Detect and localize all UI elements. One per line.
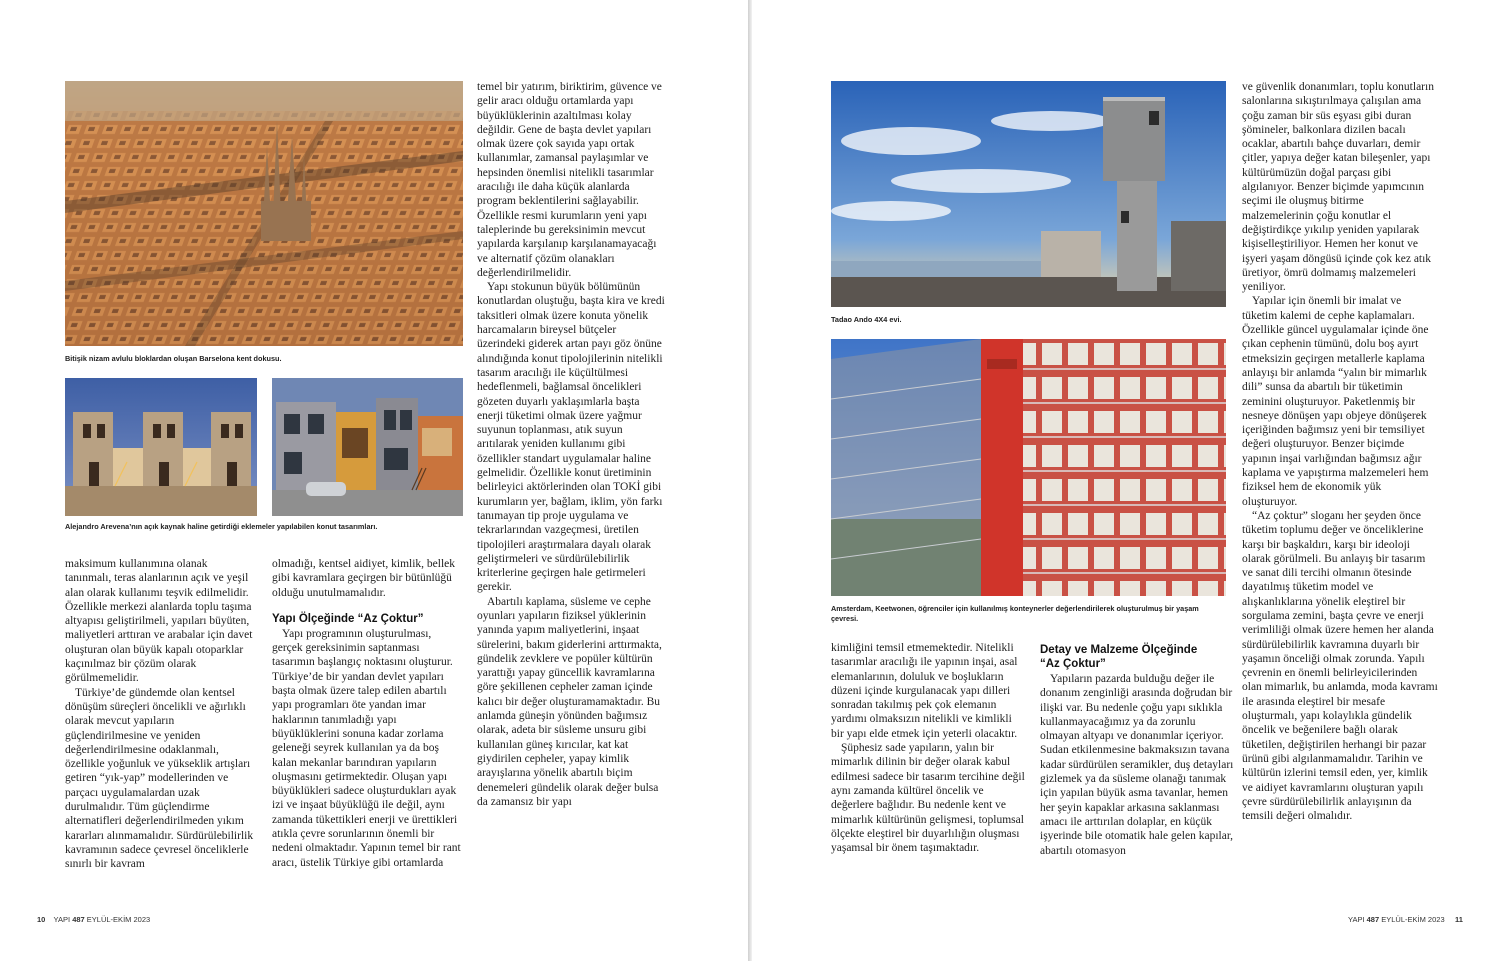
paragraph: Abartılı kaplama, süsleme ve cephe oyunları yapıların fiziksel yüklerinin yanında yapım maliyetlerini, inşaat sürelerini, bakım giderlerini arttırmakta, gündelik zevklere ve popüler kültürün yarattığı yapay güncellik kavramlarına göre şekillenen cepheler zaman içinde kalıcı bir değer oluşturamamaktadır. Bu anlamda güneşin yönünden bağımsız olarak, adeta bir süsleme unsuru gibi kullanılan güneş kırıcılar, kat kat giydirilen cepheler, yapay kimlik arayışlarına yönelik abartılı biçim denemeleri gündelik olarak değer bulsa da zamansız bir yapı [477,595,662,808]
left-folio [37,915,150,924]
paragraph: kimliğini temsil etmemektedir. Nitelikli tasarımlar aracılığı ile yapının inşai, asal elemanlarının, doluluk ve boşlukların düzeni içinde kurgulanacak yapı dilleri sonradan takılmış pek çok elemanın yardımı olmaksızın nitelikli ve kimlikli bir yapı elde etmek için yeterli olacaktır. [831,642,1018,740]
paragraph: temel bir yatırım, biriktirim, güvence ve gelir aracı olduğu ortamlarda yapı büyüklüklerinin azaltılması kolay değildir. Gene de başta devlet yapıları olmak üzere çok sayıda yapı ortak kullanımlar, zamansal paylaşımlar ve hepsinden önemlisi nitelikli tasarımlar aracılığı ile daha küçük alanlarda program beklentilerini sağlayabilir. Özellikle resmi kurumların yeni yapı taleplerinde bu gereksinimin mevcut yapılarda karşılanıp karşılanamayacağı ve alternatif çözüm olanakları değerlendirilmelidir. [477,81,662,279]
paragraph: Yapı programının oluşturulması, gerçek gereksinimin saptanması tasarımın başlangıç noktasını oluşturur. Türkiye’de bir yandan devlet yapıları başta olmak üzere talep edilen abartılı yapı programları öte yandan imar haklarının tanımladığı yapı büyüklüklerini sonuna kadar zorlama geleneği seyrek kullanılan ya da boş kalan mekanlar barındıran yapıların oluşmasını getirmektedir. Oluşan yapı büyüklükleri sadece oluşturdukları ayak izi ve inşaat büyüklüğü ile değil, aynı zamanda tükettikleri enerji ve ürettikleri atıkla çevre sorunlarının önemli bir nedeni olmaktadır. Yapının temel bir rant aracı, üstelik Türkiye gibi ortamlarda [272,627,461,869]
right-column-a [831,641,1026,855]
paragraph: Şüphesiz sade yapıların, yalın bir mimarlık dilinin bir değer olarak kabul edilmesi sadece bir tasarım tercihine değil aynı zamanda kültürel öncelik ve değerlere bağlıdır. Bu nedenle kent ve mimarlık kültürünün gelişmesi, toplumsal ölçekte eleştirel bir duyarlılığın oluşması yaşamsal bir önem taşımaktadır. [831,742,1025,855]
paragraph: maksimum kullanımına olanak tanınmalı, teras alanlarının açık ve yeşil alan olarak kullanımı teşvik edilmelidir. Özellikle merkezi alanlarda toplu taşıma altyapısı geliştirilmeli, yapıları büyüten, maliyetleri arttıran ve arabalar için davet oluşturan olan büyük kapalı otoparklar kaçınılmaz bir çözüm olarak görülmemelidir. [65,558,253,685]
left-column-c [477,80,667,809]
left-column-a [65,557,255,872]
paragraph: olmadığı, kentsel aidiyet, kimlik, bellek gibi kavramlara geçirgen bir bütünlüğü olduğu unutulmamalıdır. [272,558,456,599]
keetwonen-caption: Amsterdam, Keetwonen, öğrenciler için kullanılmış konteynerler değerlendirilerek oluşturulmuş bir yaşam çevresi. [831,604,1199,623]
tadao-ando-4x4-house-photo [831,81,1226,307]
paragraph: “Az çoktur” sloganı her şeyden önce tüketim toplumu değer ve önceliklerine karşı bir başkaldırı, karşı bir ideoloji olarak görülmeli. Bu anlayış bir tasarım ve sanat dili tercihi olmanın ötesinde dayatılmış tüketim model ve alışkanlıklarına yönelik eleştirel bir sorgulama zemini, başta çevre ve enerji verimliliği olmak üzere hemen her alanda sürdürülebilirlik kavramına duyarlı bir yaşamın önceliği olmak zorunda. Yapılı çevrenin en önemli belirleyicilerinden olan mimarlık, bu anlamda, moda kavramı ile arasında eleştirel bir mesafe oluşturmalı, yapı kolaylıkla gündelik öncelik ve beğenilere bağlı olarak tüketilen, değiştirilen herhangi bir pazar ürünü gibi algılanmamalıdır. Tarihin ve kültürün izlerini temsil eden, yer, kimlik ve aidiyet kavramlarını oluşturan yapılı çevre sürdürülebilirlik anlayışının da temsili değeri olmalıdır. [1242,509,1438,823]
keetwonen-container-housing-photo [831,339,1226,596]
issue-number: 487 [72,915,85,924]
paragraph: ve güvenlik donanımları, toplu konutların salonlarına sıkıştırılmaya çalışılan ama çoğu zaman bir süs eşyası gibi duran şömineler, balkonlara dizilen bacalı ocaklar, abartılı bahçe duvarları, demir çitler, yapıya değer katan bileşenler, yapı kültürümüzün doğal parçası gibi algılanıyor. Benzer biçimde yapımcının seçimi ile oluşmuş bitirme malzemelerinin çoğu konutlar el değiştirdikçe yıkılıp yeniden yapılarak kişiselleştiriliyor. Hemen her konut ve işyeri yaşam döngüsü içinde çok kez atık üretiyor, ömrü dolmamış malzemeleri yeniliyor. [1242,81,1434,294]
paragraph: Türkiye’de gündemde olan kentsel dönüşüm süreçleri öncelikli ve ağırlıklı olarak mevcut yapıların güçlendirilmesine ve yeniden değerlendirilmesine odaklanmalı, özellikle yoğunluk ve yükseklik artışları getiren “yık-yap” modellerinden ve parçacı uygulamalardan uzak durulmalıdır. Tüm güçlendirme alternatifleri değerlendirilmeden yıkım kararları alınmamalıdır. Sürdürülebilirlik kavramının sadece çevresel önceliklerle sınırlı bir kavram [65,686,254,871]
paragraph: Yapılar için önemli bir imalat ve tüketim kalemi de cephe kaplamaları. Özellikle güncel uygulamalar içinde öne çıkan cephenin tümünü, dolu boş ayırt etmeksizin geçirgen metallerle kaplama anlayışı bir anlamda “yalın bir mimarlık dili” sunsa da abartılı bir tüketimin zeminini oluşturuyor. Paketlenmiş bir nesneye dönüşen yapı objeye dönüşerek içeriğinden bağımsız yeni bir temsiliyet değeri oluşturuyor. Benzer biçimde yapının inşai varlığından bağımsız ağır kaplama ve yapıştırma malzemeleri hem fiziksel hem de ekonomik yük oluşturuyor. [1242,295,1429,508]
section-heading: Detay ve Malzeme Ölçeğinde “Az Çoktur” [1040,644,1198,670]
issue-date: EYLÜL-EKİM 2023 [1381,915,1445,924]
left-column-b [272,557,464,870]
aravena-caption: Alejandro Arevena’nın açık kaynak haline getirdiği eklemeler yapılabilen konut tasarımları. [65,522,378,531]
magazine-name: YAPI [1348,915,1365,924]
ando-caption: Tadao Ando 4X4 evi. [831,315,902,324]
issue-date: EYLÜL-EKİM 2023 [86,915,151,924]
right-column-b [1040,641,1235,858]
barcelona-caption: Bitişik nizam avlulu bloklardan oluşan Barselona kent dokusu. [65,354,282,363]
right-folio [1348,915,1463,924]
page-number: 10 [37,915,46,924]
magazine-name: YAPI [53,915,71,924]
section-heading: Yapı Ölçeğinde “Az Çoktur” [272,612,424,625]
aravena-housing-photo-2 [272,378,463,516]
paragraph: Yapı stokunun büyük bölümünün konutlardan oluştuğu, başta kira ve kredi taksitleri olmak üzere konuta yönelik harcamaların bireysel bütçeler üzerindeki giderek artan payı göz önüne alındığında konut tipolojilerinin nitelikli tasarım aracılığı ile küçültülmesi hedeflenmeli, bağlamsal öncelikleri gözeten duyarlı yaklaşımlarla başta enerji tüketimi olmak üzere yağmur suyunun toplanması, atık suyun arıtılarak yeniden kullanımı gibi özellikler standart uygulamalar haline gelmelidir. Özellikle konut üretiminin belirleyici aktörlerinden olan TOKİ gibi kurumların yer, bağlam, iklim, yön farkı tanımayan tip proje uygulama ve tekrarlarından vazgeçmesi, üretilen tipolojileri araştırmalara dayalı olarak geliştirmeleri ve sürdürülebilirlik kriterlerine geçirgen hale getirmeleri gerekir. [477,281,665,594]
right-page [752,0,1500,961]
left-page [0,0,748,961]
paragraph: Yapıların pazarda bulduğu değer ile donanım zenginliği arasında doğrudan bir ilişki var. Bu nedenle çoğu yapı sıklıkla kullanmayacağımız ya da zorunlu olmayan altyapı ve donanımlar içeriyor. Sudan etkilenmesine bakmaksızın tavana kadar sürdürülen seramikler, duş detayları gizlemek ya da süsleme olanağı tanımak için yapılan büyük asma tavanlar, hemen her şeyin kapaklar arkasına saklanması amacı ile arttırılan dolaplar, en küçük işyerinde bile otomatik hale gelen kapılar, abartılı otomasyon [1040,673,1234,857]
aravena-housing-photo-1 [65,378,257,516]
issue-number: 487 [1366,915,1380,924]
page-number: 11 [1455,915,1463,924]
right-column-c [1242,80,1438,823]
barcelona-aerial-photo [65,81,463,346]
